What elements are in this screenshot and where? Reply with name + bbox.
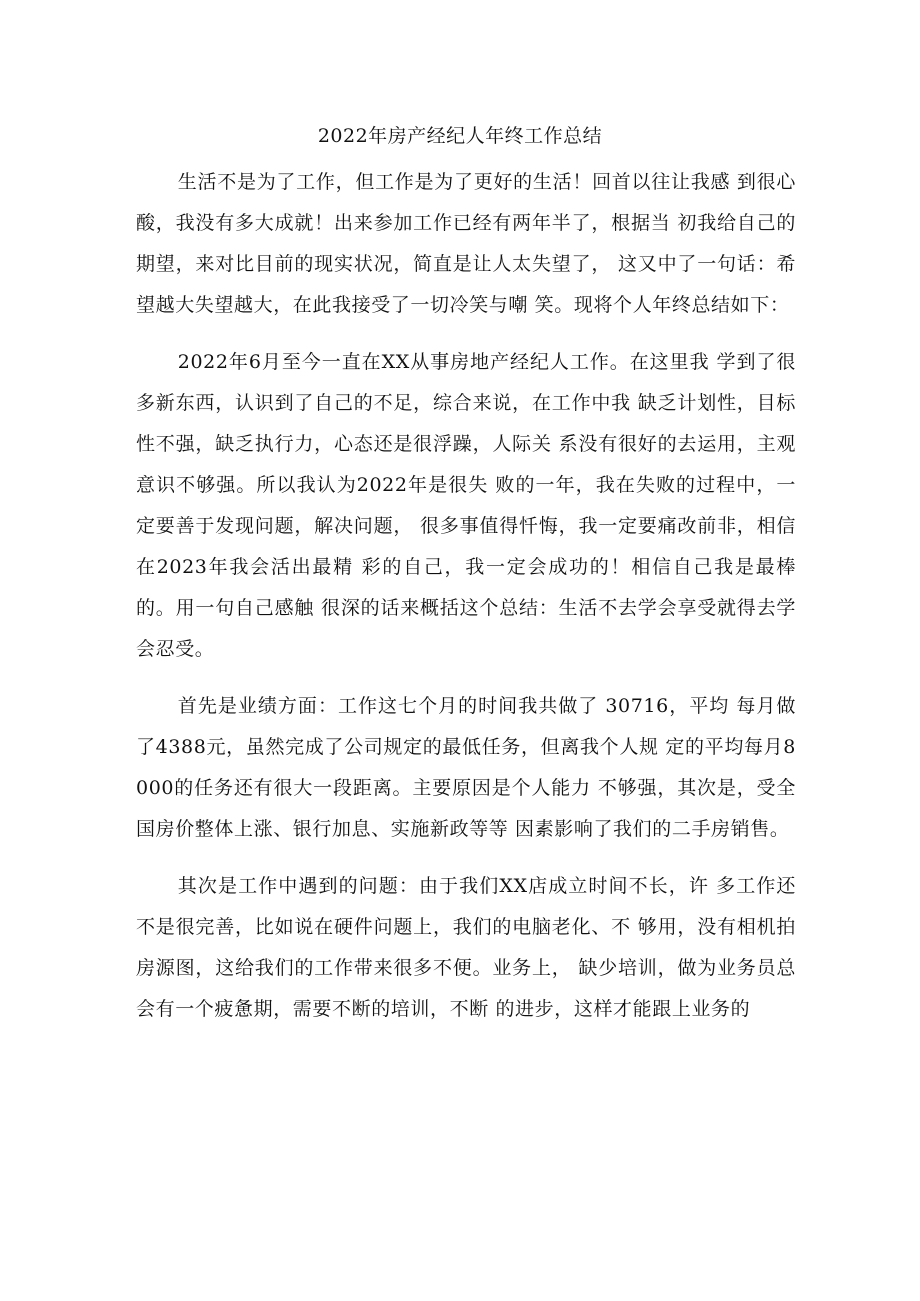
paragraph-problems: 其次是工作中遇到的问题：由于我们XX店成立时间不长，许 多工作还不是很完善，比如说在硬件问题上，我们的电脑老化、不 够用，没有相机拍房源图，这给我们的工作带来很多不便。业务上， 缺少培训，做为业务员总会有一个疲惫期，需要不断的培训，不断 的进步，这样才能跟上业务的 — [136, 875, 796, 1020]
paragraph-intro: 生活不是为了工作，但工作是为了更好的生活！回首以往让我感 到很心酸，我没有多大成就！出来参加工作已经有两年半了，根据当 初我给自己的期望，来对比目前的现实状况，简直是让人太失望了， 这又中了一句话：希望越大失望越大，在此我接受了一切冷笑与嘲 笑。现将个人年终总结如下： — [136, 171, 796, 316]
document-title: 2022年房产经纪人年终工作总结 — [317, 125, 603, 147]
paragraph-work-review: 2022年6月至今一直在XX从事房地产经纪人工作。在这里我 学到了很多新东西，认识到了自己的不足，综合来说，在工作中我 缺乏计划性，目标性不强，缺乏执行力，心态还是很浮躁，人际关 系没有很好的去运用，主观意识不够强。所以我认为2022年是很失 败的一年，我在失败的过程中，一定要善于发现问题，解决问题， 很多事值得忏悔，我一定要痛改前非，相信在2023年我会活出最精 彩的自己，我一定会成功的！相信自己我是最棒的。用一句自己感触 很深的话来概括这个总结：生活不去学会享受就得去学会忍受。 — [136, 351, 796, 660]
paragraph-performance: 首先是业绩方面：工作这七个月的时间我共做了 30716，平均 每月做了4388元，虽然完成了公司规定的最低任务，但离我个人规 定的平均每月8000的任务还有很大一段距离。主要原因是个人能力 不够强，其次是，受全国房价整体上涨、银行加息、实施新政等等 因素影响了我们的二手房销售。 — [136, 695, 796, 840]
document-body — [136, 162, 796, 1046]
